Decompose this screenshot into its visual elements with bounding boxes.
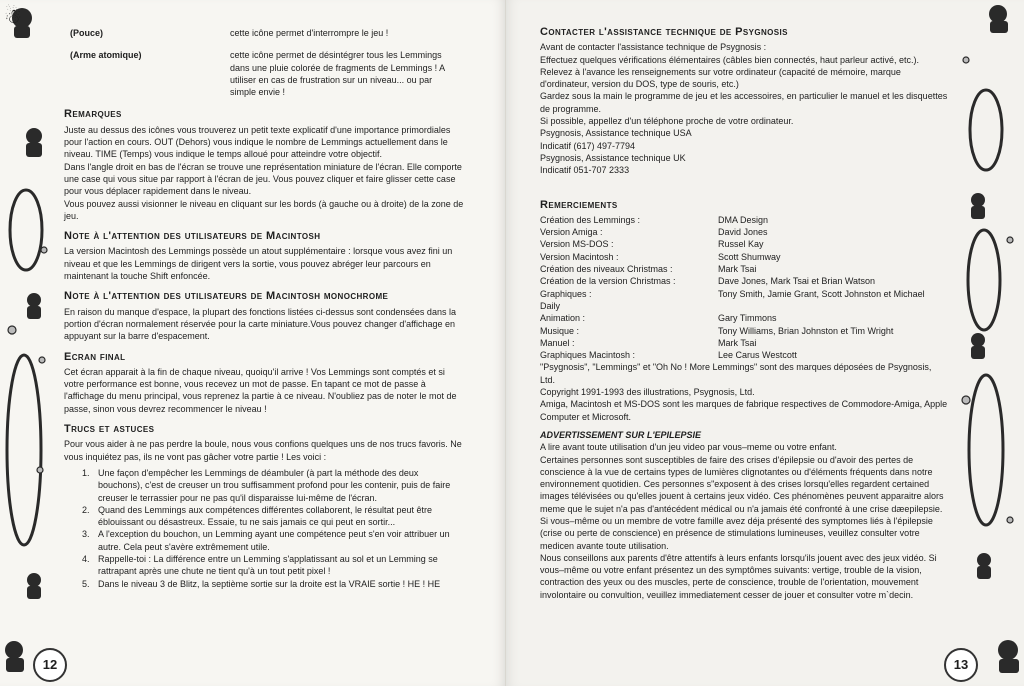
paragraph: Dans l'angle droit en bas de l'écran se trouve une représentation miniature de l'écran. Elle comporte une case qui vous situe par rapport à l'écran de jeu. Vous pouvez cliquer et faire glisser cette case pour vous déplacer rapidement dans le niveau. [64, 161, 462, 197]
contact-line: Indicatif (617) 497-7794 [540, 140, 636, 151]
page-number-left: 12 [33, 648, 67, 682]
credit-row: Version Amiga : David Jones [540, 227, 768, 238]
credit-row: Graphiques : Tony Smith, Jamie Grant, Scott Johnston et Michael [540, 288, 925, 299]
legal-line: Copyright 1991-1993 des illustrations, Psygnosis, Ltd. [540, 387, 755, 398]
paragraph: En raison du manque d'espace, la plupart des fonctions listées ci-dessus sont condensées dans la portion d'écran normalement réservée pour la carte miniature.Vous pouvez changer d'affichage en appuyant sur la barre d'espacement. [64, 306, 456, 342]
credit-row: Graphiques Macintosh : Lee Carus Westcott [540, 350, 797, 361]
epilepsy-heading: ADVERTISSEMENT SUR L'EPILEPSIE [540, 429, 702, 440]
lemmings-christmas-border-left [0, 0, 58, 686]
credit-row: Création des niveaux Christmas : Mark Tsai [540, 264, 757, 275]
list-item: 2. Quand des Lemmings aux compétences différentes collaborent, le résultat peut être éblouissant ou désastreux. Essaie, tu ne sais jamais ce qui peut en sortir... [92, 504, 464, 529]
contact-line: Psygnosis, Assistance technique USA [540, 128, 692, 139]
paragraph: Nous conseillons aux parents d'être attentifs à leurs enfants lorsqu'ils jouent avec des jeux vidéo. Si vous–même ou votre enfant présentez un des symptômes suivants: vertige, trouble de la vision, contraction des yeux ou des muscles, perte de conscience, trouble de l'orientation, mouvement involontaire ou convultion, veuillez immediatement cesser de jouer et consulter votre m`decin. [540, 552, 937, 600]
section-heading-remerciements: Remerciements [540, 198, 618, 211]
section-heading-macintosh: Note à l'attention des utilisateurs de Macintosh [64, 230, 321, 243]
contact-line: Relevez à l'avance les renseignements sur votre ordinateur (capacité de mémoire, marque d'ordinateur, version du DOS, type de souris, etc.) [540, 66, 901, 90]
left-text-column [64, 27, 464, 590]
legal-line: Amiga, Macintosh et MS-DOS sont les marques de fabrique respectives de Commodore-Amiga, Apple Computer et Microsoft. [540, 399, 948, 422]
contact-line: Psygnosis, Assistance technique UK [540, 152, 686, 163]
snowman-icon: ☃ [4, 6, 22, 28]
left-page [0, 0, 506, 686]
credit-row: Version Macintosh : Scott Shumway [540, 251, 781, 262]
section-heading-trucs: Trucs et astuces [64, 423, 155, 436]
credit-row: Création des Lemmings : DMA Design [540, 214, 769, 225]
contact-line: Effectuez quelques vérifications élémentaires (câbles bien connectés, haut parleur activé, etc.). [540, 54, 920, 65]
paragraph: Cet écran apparait à la fin de chaque niveau, quoiqu'il arrive ! Vos Lemmings sont comptés et si votre performance est bonne, vous recevez un mot de passe. En tapant ce mot de passe à l'affichage du menu principal, vous reprenez la partie à ce niveau. N'oubliez pas de noter le mot de passe, sinon vous devrez recommencer le niveau ! [64, 366, 457, 414]
credit-row: Version MS-DOS : Russel Kay [540, 239, 764, 250]
credit-row: Manuel : Mark Tsai [540, 337, 757, 348]
list-item: 1. Une façon d'empêcher les Lemmings de déambuler (à part la méthode des deux bouchons), c'est de creuser un trou suffisamment profond pour les contenir, puis de faire creuser le terrassier pour ne pas qu'il disparaisse lui-même de l'écran. [92, 467, 464, 504]
paragraph: Vous pouvez aussi visionner le niveau en cliquant sur les bords (à gauche ou à droite) de la zone de jeu. [64, 198, 464, 221]
icon-desc: cette icône permet d'interrompre le jeu ! [230, 28, 389, 38]
list-item: 5. Dans le niveau 3 de Blitz, la septième sortie sur la droite est la VRAIE sortie ! HE ! HE [92, 578, 464, 590]
contact-line: Gardez sous la main le programme de jeu et les accessoires, en particulier le manuel et les disquettes de programme. [540, 91, 948, 114]
list-item: 3. A l'exception du bouchon, un Lemming ayant une compétence peut s'en voir attribuer un autre. Cela peut s'avère extrêmement utile. [92, 528, 464, 553]
section-heading-contact: Contacter l'assistance technique de Psygnosis [540, 26, 788, 38]
icon-desc: cette icône permet de désintégrer tous les Lemmings dans une pluie colorée de fragments de Lemmings ! A utiliser en cas de frustration sur un niveau... ou par simple envie ! [230, 50, 445, 98]
icon-row-pouce [64, 27, 464, 39]
paragraph: Juste au dessus des icônes vous trouverez un petit texte explicatif d'une importance primordiales pour l'action en cours. OUT (Dehors) vous indique le nombre de Lemmings actuellement dans le niveau. TIME (Temps) vous indique le temps alloué pour atteindre votre objectif. [64, 124, 451, 160]
legal-line: "Psygnosis", "Lemmings" et "Oh No ! More Lemmings" sont des marques déposées de Psygnosis, Ltd. [540, 362, 932, 385]
icon-name: (Pouce) [70, 28, 104, 38]
lemmings-christmas-border-right [954, 0, 1024, 686]
credit-row: Daily [540, 300, 561, 311]
tips-list [64, 467, 464, 590]
credit-row: Musique : Tony Williams, Brian Johnston et Tim Wright [540, 325, 894, 336]
right-page [506, 0, 1024, 686]
section-heading-ecran-final: Ecran final [64, 350, 126, 363]
credit-row: Création de la version Christmas : Dave Jones, Mark Tsai et Brian Watson [540, 276, 876, 287]
list-item: 4. Rappelle-toi : La différence entre un Lemming s'applatissant au sol et un Lemming se rattrapant après une chute ne tient qu'à un tout petit pixel ! [92, 553, 464, 578]
paragraph: A lire avant toute utilisation d'un jeu video par vous–meme ou votre enfant. [540, 442, 837, 453]
icon-name: (Arme atomique) [70, 50, 142, 61]
contact-line: Si possible, appellez d'un téléphone proche de votre ordinateur. [540, 116, 794, 127]
contact-line: Avant de contacter l'assistance technique de Psygnosis : [540, 42, 767, 53]
paragraph: Pour vous aider à ne pas perdre la boule, nous vous confions quelques uns de nos trucs favoris. Ne vous inquiétez pas, ils ne vont pas gâcher votre partie ! Les voici : [64, 439, 462, 462]
paragraph: La version Macintosh des Lemmings possède un atout supplémentaire : lorsque vous avez fini un niveau et que les Lemmings de dirigent vers la sortie, vous pouvez abréger leur parcours en maintenant la touche Shift enfoncée. [64, 246, 453, 282]
icon-row-arme [64, 49, 464, 98]
paragraph: Si vous–même ou un membre de votre famille avez déja présenté des symptomes liés à l'épilepsie (crise ou perte de conscience) en présence de stimulations lumineuses, veuillez consulter votre medicen avante toute utilisation. [540, 515, 933, 551]
contact-line: Indicatif 051-707 2333 [540, 165, 630, 176]
page-number-right: 13 [944, 648, 978, 682]
right-text-column [540, 18, 948, 601]
paragraph: Certaines personnes sont susceptibles de faire des crises d'épilepsie ou d'avoir des pertes de conscience à la vue de certains types de lumières clignotantes ou d'éléments fréquents dans notre environnement quotidien. Ces personnes s"exposent à des crises lorsqu'elles regardent certained images télévisées ou qu'elles jouent à certains jeux vidéo. Ces phénomènes peuvent apparaitre alors meme que le sujet n'a pas d'antécédent médical ou n'a jamais été confronté à une crise dæepilepsie. [540, 454, 944, 514]
section-heading-remarques: Remarques [64, 108, 122, 121]
credit-row: Animation : Gary Timmons [540, 313, 777, 324]
section-heading-macintosh-monochrome: Note à l'attention des utilisateurs de Macintosh monochrome [64, 290, 389, 303]
